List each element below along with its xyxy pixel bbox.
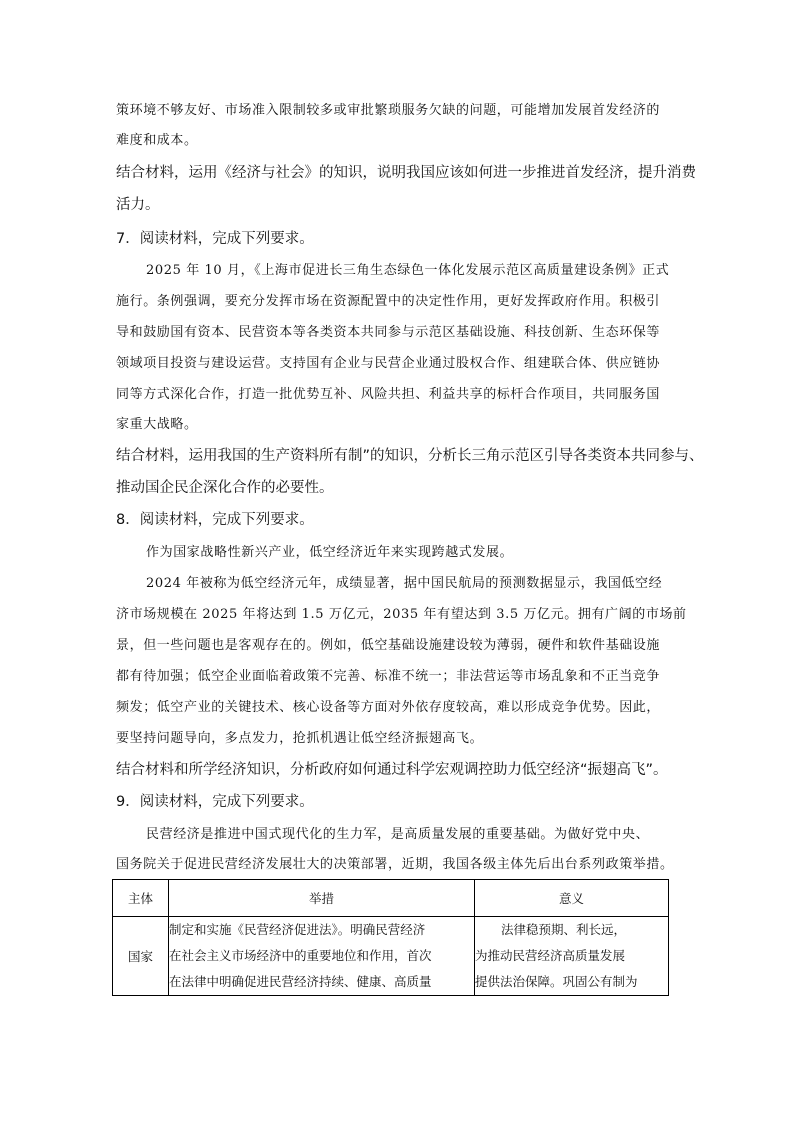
q6-prompt-line-2: 活力。: [116, 197, 160, 213]
header-meaning: 意义: [475, 880, 669, 917]
meaning-line-1: 法律稳预期、利长远，: [501, 922, 627, 937]
meaning-line-2: 为推动民营经济高质量发展: [475, 948, 626, 963]
q9-heading: 9．阅读材料，完成下列要求。: [116, 794, 314, 810]
header-subject: 主体: [113, 880, 169, 917]
q7-prompt-line-1: 结合材料，运用我国的生产资料所有制”的知识，分析长三角示范区引导各类资本共同参与、: [116, 448, 704, 464]
q8-material-line-5: 频发；低空产业的关键技术、核心设备等方面对外依存度较高，难以形成竞争优势。因此，: [116, 700, 661, 715]
table-header-row: [113, 880, 669, 917]
row-meaning: [475, 917, 669, 996]
policy-measures-table: [112, 879, 669, 996]
q8-material-line-4: 都有待加强；低空企业面临着政策不完善、标准不统一；非法营运等市场乱象和不正当竞争: [116, 669, 661, 684]
table-row: [113, 917, 669, 996]
q8-prompt: 结合材料和所学经济知识，分析政府如何通过科学宏观调控助力低空经济“振翅高飞”。: [116, 762, 668, 778]
q7-material-line-2: 施行。条例强调，要充分发挥市场在资源配置中的决定性作用，更好发挥政府作用。积极引: [116, 294, 661, 309]
q8-material-line-1: 2024 年被称为低空经济元年，成绩显著，据中国民航局的预测数据显示，我国低空经: [146, 576, 663, 591]
row-subject: 国家: [113, 917, 169, 996]
q7-material-line-3: 导和鼓励国有资本、民营资本等各类资本共同参与示范区基础设施、科技创新、生态环保等: [116, 325, 661, 340]
q7-heading: 7．阅读材料，完成下列要求。: [116, 231, 314, 247]
q7-prompt-line-2: 推动国企民企深化合作的必要性。: [116, 480, 334, 496]
q8-heading: 8．阅读材料，完成下列要求。: [116, 512, 314, 528]
q7-material-line-5: 同等方式深化合作，打造一批优势互补、风险共担、利益共享的标杆合作项目，共同服务国: [116, 387, 661, 402]
measure-line-3: 在法律中明确促进民营经济持续、健康、高质量: [169, 974, 432, 989]
q7-material-line-1: 2025 年 10 月，《上海市促进长三角生态绿色一体化发展示范区高质量建设条例》正式: [146, 263, 670, 278]
measure-line-2: 在社会主义市场经济中的重要地位和作用，首次: [169, 948, 432, 963]
q6-tail-line-2: 难度和成本。: [116, 133, 198, 148]
q8-intro: 作为国家战略性新兴产业，低空经济近年来实现跨越式发展。: [146, 545, 514, 560]
q6-prompt-line-1: 结合材料，运用《经济与社会》的知识，说明我国应该如何进一步推进首发经济，提升消费: [116, 165, 696, 181]
q8-material-line-6: 要坚持问题导向，多点发力，抢抓机遇让低空经济振翅高飞。: [116, 731, 484, 746]
q7-material-line-4: 领域项目投资与建设运营。支持国有企业与民营企业通过股权合作、组建联合体、供应链协: [116, 356, 661, 371]
q8-material-line-3: 景，但一些问题也是客观存在的。例如，低空基础设施建设较为薄弱，硬件和软件基础设施: [116, 638, 661, 653]
header-measure: 举措: [169, 880, 475, 917]
row-measure: [169, 917, 475, 996]
measure-line-1: 制定和实施《民营经济促进法》。明确民营经济: [169, 922, 426, 937]
q9-material-line-2: 国务院关于促进民营经济发展壮大的决策部署，近期，我国各级主体先后出台系列政策举措。: [116, 857, 674, 872]
q6-tail-line-1: 策环境不够友好、市场准入限制较多或审批繁琐服务欠缺的问题，可能增加发展首发经济的: [116, 103, 661, 118]
q9-material-line-1: 民营经济是推进中国式现代化的生力军，是高质量发展的重要基础。为做好党中央、: [146, 827, 650, 842]
q7-material-line-6: 家重大战略。: [116, 417, 198, 432]
q8-material-line-2: 济市场规模在 2025 年将达到 1.5 万亿元，2035 年有望达到 3.5 万亿元。拥有广阔的市场前: [116, 607, 687, 622]
meaning-line-3: 提供法治保障。巩固公有制为: [475, 974, 638, 989]
